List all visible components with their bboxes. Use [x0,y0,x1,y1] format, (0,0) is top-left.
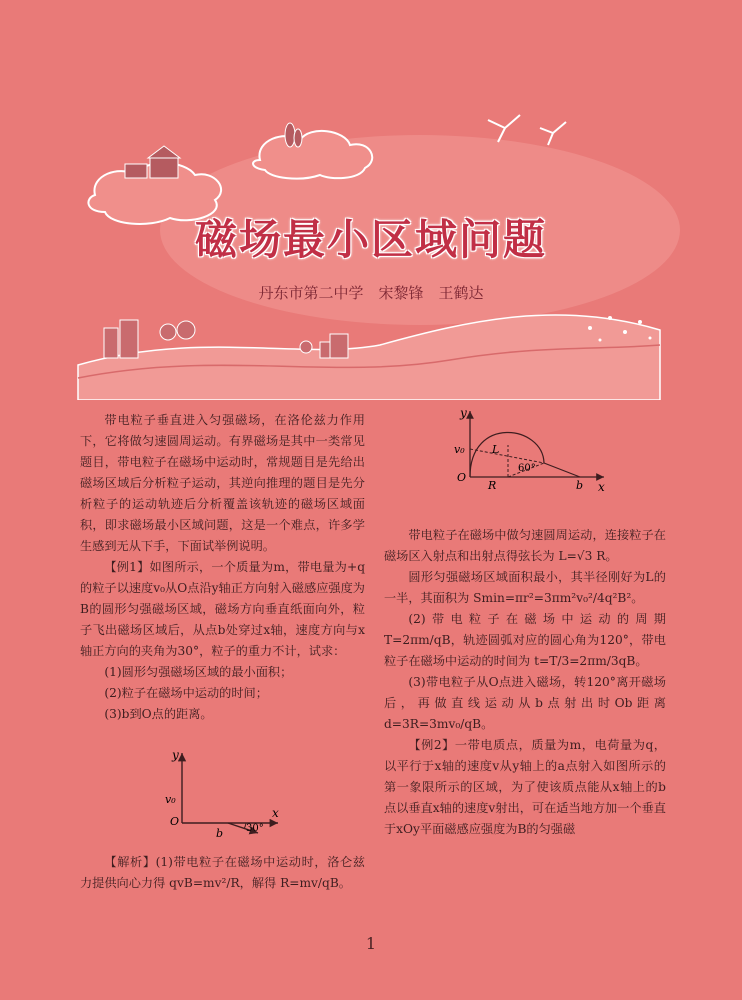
right-paragraph-3: (2)带电粒子在磁场中运动的周期 T=2πm/qB，轨迹圆弧对应的圆心角为120°，带电粒子在磁场中运动的时间为 t=T/3=2πm/3qB。 [384,612,666,668]
right-column [384,525,666,840]
example1-paragraph: 【例1】如图所示，一个质量为m，带电量为+q的粒子以速度v₀从O点沿y轴正方向射入磁感应强度为B的圆形匀强磁场区域，磁场方向垂直纸面向外，粒子飞出磁场区域后，从点b处穿过x轴，速度方向与x轴正方向的夹角为30°，粒子的重力不计，试求： [80,560,365,658]
authors-line: 丹东市第二中学 宋黎锋 王鹤达 [258,284,484,302]
right-paragraph-1: 带电粒子在磁场中做匀速圆周运动，连接粒子在磁场区入射点和出射点得弦长为 L=√3 R。 [384,528,666,563]
fig2-v0-label: v₀ [454,443,465,456]
question-3: (3)b到O点的距离。 [104,707,213,721]
houses-icon [125,146,180,178]
page-number: 1 [365,934,377,953]
fig1-b-label: b [216,827,224,840]
figure-example1-solution [448,405,618,505]
example2-paragraph: 【例2】一带电质点，质量为m，电荷量为q，以平行于x轴的速度v从y轴上的a点射入如图所示的第一象限所示的区域，为了使该质点能从x轴上的b点以垂直x轴的速度v射出，可在适当地方加一个垂直于xOy平面磁感应强度为B的匀强磁 [384,738,666,836]
birds-icon [488,115,566,145]
tree-icon [285,123,302,147]
fig2-r-label: R [488,479,497,492]
intro-paragraph: 带电粒子垂直进入匀强磁场，在洛伦兹力作用下，它将做匀速圆周运动。有界磁场是其中一类常见题目，带电粒子在磁场中运动时，常规题目是先给出磁场区域后分析粒子运动，其逆向推理的题目是先分析粒子的运动轨迹后分析覆盖该轨迹的磁场区域面积，即求磁场最小区域问题，这是一个难点，许多学生感到无从下手，下面试举例说明。 [80,413,365,553]
question-1: (1)圆形匀强磁场区域的最小面积； [104,665,293,679]
fig2-b-label: b [576,479,584,492]
fig2-y-label: y [460,406,467,420]
fig2-l-label: L [492,443,500,456]
fig2-x-label: x [598,480,605,494]
solution1-paragraph: 【解析】(1)带电粒子在磁场中运动时，洛仑兹力提供向心力得 qvB=mv²/R，解得 R=mv/qB。 [80,855,365,890]
figure-example1 [160,745,290,845]
fig2-angle-label: 60° [518,463,536,474]
page-title: 磁场最小区域问题 [194,215,547,264]
right-paragraph-4: (3)带电粒子从O点进入磁场，转120°离开磁场后，再做直线运动从b点射出时Ob距离 d=3R=3mv₀/qB。 [384,675,666,731]
question-2: (2)粒子在磁场中运动的时间； [104,686,268,700]
fig1-y-label: y [172,748,179,762]
solution1-block [80,852,365,894]
header-banner-illustration [0,0,742,400]
fig1-v0-label: v₀ [165,793,176,806]
fig2-origin-label: O [457,471,467,484]
fig1-angle-label: 30° [246,823,264,834]
fig1-x-label: x [272,806,279,820]
fig1-origin-label: O [170,815,180,828]
left-column [80,410,365,725]
right-paragraph-2: 圆形匀强磁场区域面积最小，其半径刚好为L的一半，其面积为 Smin=πr²=3πm²v₀²/4q²B²。 [384,570,666,605]
